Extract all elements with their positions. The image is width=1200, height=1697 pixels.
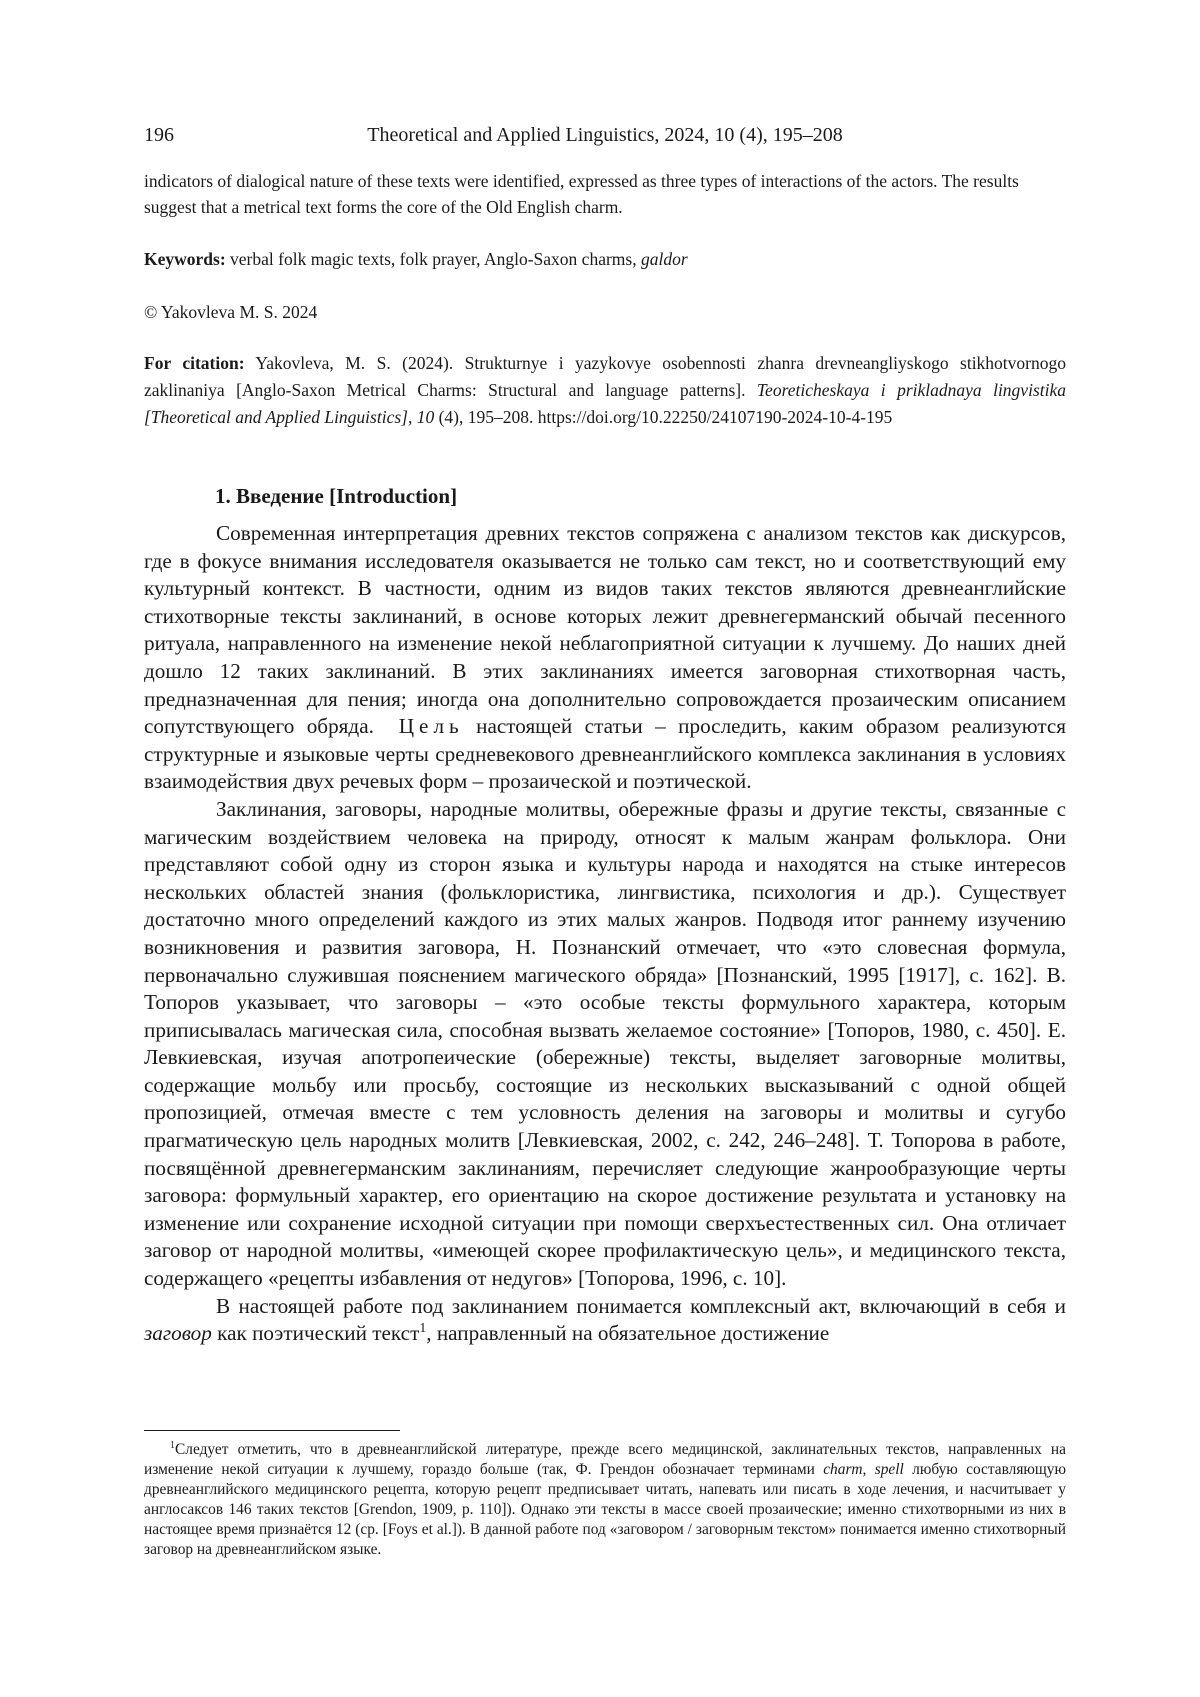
keywords-label: Keywords:	[144, 249, 226, 269]
citation-text: Yakovleva, M. S. (2024). Strukturnye i yazykovye osobennosti zhanra drevneangliyskogo stikhotvornogo zaklinaniya [Anglo-Saxon Metrical Charms: Structural and language patterns].	[144, 353, 1066, 400]
abstract-tail: indicators of dialogical nature of these texts were identified, expressed as three types of interactions of the actors. The results suggest that a metrical text forms the core of the Old English charm.	[144, 171, 1019, 217]
body-text	[144, 520, 1066, 1348]
paragraph-3-end: , направленный на обязательное достижение	[426, 1321, 830, 1346]
section-heading: 1. Введение [Introduction]	[215, 484, 458, 508]
copyright-notice: © Yakovleva M. S. 2024	[144, 302, 318, 322]
zagovor-term: заговор	[144, 1321, 212, 1346]
paragraph-1-start: Современная интерпретация древних текстов сопряжена с анализом текстов как дискурсов, где в фокусе внимания исследователя оказывается не только сам текст, но и соответствующий ему культурный контекст. В частности, одним из видов таких текстов являются древнеанглийские стихотворные тексты заклинаний, в основе которых лежит древнегерманский обычай песенного ритуала, направленного на изменение некой неблагоприятной ситуации к лучшему. До наших дней дошло 12 таких заклинаний. В этих заклинаниях имеется заговорная стихотворная часть, предназначенная для пения; иногда она дополнительно сопровождается прозаическим описанием сопутствующего обряда.	[144, 521, 1066, 739]
footnote-text-start: Следует отметить, что в древнеанглийской литературе, прежде всего медицинской, заклинательных текстов, направленных на изменение некой ситуации к лучшему, гораздо больше (так, Ф. Грендон обозначает терминами	[144, 1441, 1066, 1478]
keywords	[144, 246, 1066, 272]
citation	[144, 350, 1066, 431]
journal-running-title: Theoretical and Applied Linguistics, 2024, 10 (4), 195–208	[367, 124, 843, 146]
footnote-mark: 1	[170, 1439, 175, 1451]
paragraph-1-end: настоящей статьи – проследить, каким образом реализуются структурные и языковые черты средневекового древнеанглийского комплекса заклинания в условиях взаимодействия двух речевых форм – прозаической и поэтической.	[144, 714, 1067, 794]
paragraph-3-start: В настоящей работе под заклинанием понимается комплексный акт, включающий в себя и	[216, 1293, 1066, 1318]
citation-doi: (4), 195–208. https://doi.org/10.22250/24107190-2024-10-4-195	[438, 407, 893, 427]
paragraph-1	[144, 520, 1066, 796]
citation-journal-italic: Teoreticheskaya i prikladnaya lingvistika [Theoretical and Applied Linguistics], 10	[144, 380, 1066, 427]
goal-spaced-word: Цель	[398, 714, 464, 739]
page-number: 196	[144, 124, 174, 146]
footnote	[144, 1440, 1066, 1560]
paragraph-2: Заклинания, заговоры, народные молитвы, обережные фразы и другие тексты, связанные с магическим воздействием человека на природу, относят к малым жанрам фольклора. Они представляют собой одну из сторон языка и культуры народа и находятся на стыке интересов нескольких областей знания (фольклористика, лингвистика, психология и др.). Существует достаточно много определений каждого из этих малых жанров. Подводя итог раннему изучению возникновения и развития заговора, Н. Познанский отмечает, что «это словесная формула, первоначально служившая пояснением магического обряда» [Познанский, 1995 [1917], с. 162]. В. Топоров указывает, что заговоры – «это особые тексты формульного характера, которым приписывалась магическая сила, способная вызвать желаемое состояние» [Топоров, 1980, с. 450]. Е. Левкиевская, изучая апотропеические (обережные) тексты, выделяет заговорные молитвы, содержащие мольбу или просьбу, состоящие из нескольких высказываний с одной общей пропозицией, отмечая вместе с тем условность деления на заговоры и молитвы и сугубо прагматическую цель народных молитв [Левкиевская, 2002, с. 242, 246–248]. Т. Топорова в работе, посвящённой древнегерманским заклинаниям, перечисляет следующие жанрообразующие черты заговора: формульный характер, его ориентацию на скорое достижение результата и установку на изменение или сохранение исходной ситуации при помощи сверхъестественных сил. Она отличает заговор от народной молитвы, «имеющей скорее профилактическую цель», и медицинского текста, содержащего «рецепты избавления от недугов» [Топорова, 1996, с. 10].	[144, 796, 1066, 1291]
footnote-divider	[144, 1430, 400, 1431]
paragraph-3-mid: как поэтический текст	[217, 1321, 420, 1346]
footnote-ref: 1	[419, 1320, 427, 1336]
page-header	[144, 124, 1066, 154]
footnote-text-end: любую составляющую древнеанглийского медицинского рецепта, которую рецепт предписывает читать, напевать или писать в ходе лечения, и насчитывает у англосаксов 146 таких текстов [Grendon, 1909, p. 110]). Однако эти тексты в массе своей прозаические; именно стихотворными из них в настоящее время признаётся 12 (ср. [Foys et al.]). В данной работе под «заговором / заговорным текстом» понимается именно стихотворный заговор на древнеанглийском языке.	[144, 1461, 1066, 1558]
keywords-text: verbal folk magic texts, folk prayer, Anglo-Saxon charms,	[230, 249, 637, 269]
citation-label: For citation:	[144, 353, 245, 373]
keywords-italic-term: galdor	[640, 249, 688, 269]
paragraph-3	[144, 1293, 1066, 1348]
footnote-italic-terms: charm, spell	[823, 1461, 904, 1478]
